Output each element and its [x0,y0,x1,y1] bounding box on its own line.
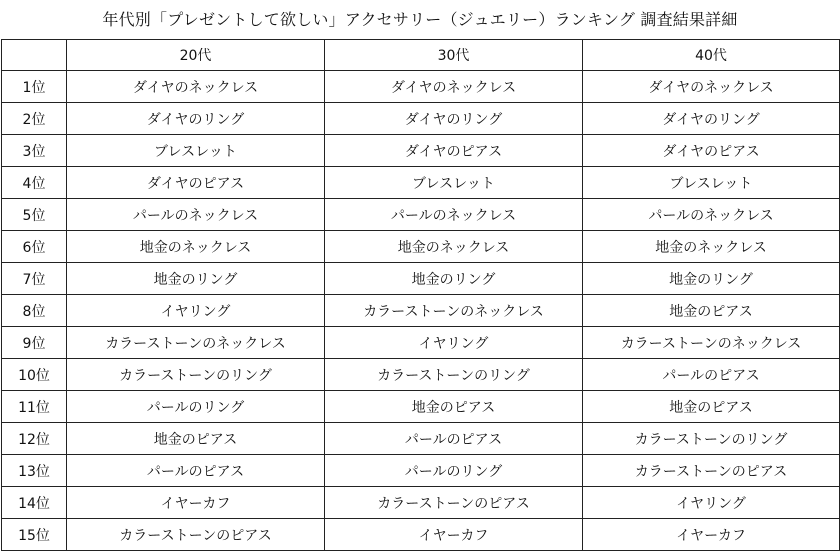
rank-cell: 1位 [2,71,67,103]
rank-cell: 2位 [2,103,67,135]
table-row [2,103,840,135]
rank-cell: 10位 [2,359,67,391]
cell-40s: 地金のピアス [583,295,840,327]
cell-40s: カラーストーンのリング [583,423,840,455]
table-row [2,295,840,327]
cell-40s: カラーストーンのピアス [583,455,840,487]
cell-40s: 地金のリング [583,263,840,295]
cell-20s: カラーストーンのピアス [67,519,325,551]
cell-40s: ダイヤのピアス [583,135,840,167]
rank-cell: 11位 [2,391,67,423]
rank-cell: 12位 [2,423,67,455]
cell-20s: イヤーカフ [67,487,325,519]
table-row [2,359,840,391]
cell-30s: カラーストーンのリング [325,359,583,391]
cell-40s: ダイヤのリング [583,103,840,135]
rank-cell: 13位 [2,455,67,487]
table-row [2,519,840,551]
cell-30s: 地金のピアス [325,391,583,423]
table-row [2,263,840,295]
header-cell-30s: 30代 [325,40,583,71]
cell-30s: イヤリング [325,327,583,359]
rank-cell: 6位 [2,231,67,263]
table-row [2,423,840,455]
cell-30s: イヤーカフ [325,519,583,551]
ranking-table [1,39,840,551]
cell-20s: ダイヤのピアス [67,167,325,199]
cell-40s: ブレスレット [583,167,840,199]
cell-20s: パールのリング [67,391,325,423]
cell-20s: ダイヤのリング [67,103,325,135]
cell-20s: 地金のピアス [67,423,325,455]
cell-30s: ダイヤのピアス [325,135,583,167]
table-row [2,391,840,423]
rank-cell: 15位 [2,519,67,551]
cell-20s: ブレスレット [67,135,325,167]
cell-20s: パールのピアス [67,455,325,487]
cell-30s: 地金のリング [325,263,583,295]
cell-40s: カラーストーンのネックレス [583,327,840,359]
page-title: 年代別「プレゼントして欲しい」アクセサリー（ジュエリー）ランキング 調査結果詳細 [102,10,738,29]
cell-20s: パールのネックレス [67,199,325,231]
table-row [2,231,840,263]
table-header-row [2,40,840,71]
rank-cell: 5位 [2,199,67,231]
cell-30s: パールのネックレス [325,199,583,231]
cell-40s: ダイヤのネックレス [583,71,840,103]
rank-cell: 9位 [2,327,67,359]
rank-cell: 4位 [2,167,67,199]
table-row [2,135,840,167]
cell-20s: イヤリング [67,295,325,327]
header-cell-rank [2,40,67,71]
cell-40s: パールのピアス [583,359,840,391]
cell-20s: 地金のネックレス [67,231,325,263]
table-row [2,455,840,487]
cell-20s: 地金のリング [67,263,325,295]
table-row [2,487,840,519]
cell-30s: カラーストーンのピアス [325,487,583,519]
table-row [2,71,840,103]
cell-40s: 地金のピアス [583,391,840,423]
header-cell-20s: 20代 [67,40,325,71]
cell-30s: ダイヤのネックレス [325,71,583,103]
cell-20s: カラーストーンのネックレス [67,327,325,359]
header-cell-40s: 40代 [583,40,840,71]
cell-30s: パールのピアス [325,423,583,455]
cell-20s: ダイヤのネックレス [67,71,325,103]
cell-40s: イヤリング [583,487,840,519]
cell-40s: イヤーカフ [583,519,840,551]
cell-30s: ダイヤのリング [325,103,583,135]
cell-40s: 地金のネックレス [583,231,840,263]
rank-cell: 14位 [2,487,67,519]
cell-30s: カラーストーンのネックレス [325,295,583,327]
table-row [2,167,840,199]
cell-30s: 地金のネックレス [325,231,583,263]
table-row [2,327,840,359]
cell-30s: ブレスレット [325,167,583,199]
rank-cell: 8位 [2,295,67,327]
cell-40s: パールのネックレス [583,199,840,231]
rank-cell: 3位 [2,135,67,167]
cell-30s: パールのリング [325,455,583,487]
table-row [2,199,840,231]
rank-cell: 7位 [2,263,67,295]
cell-20s: カラーストーンのリング [67,359,325,391]
